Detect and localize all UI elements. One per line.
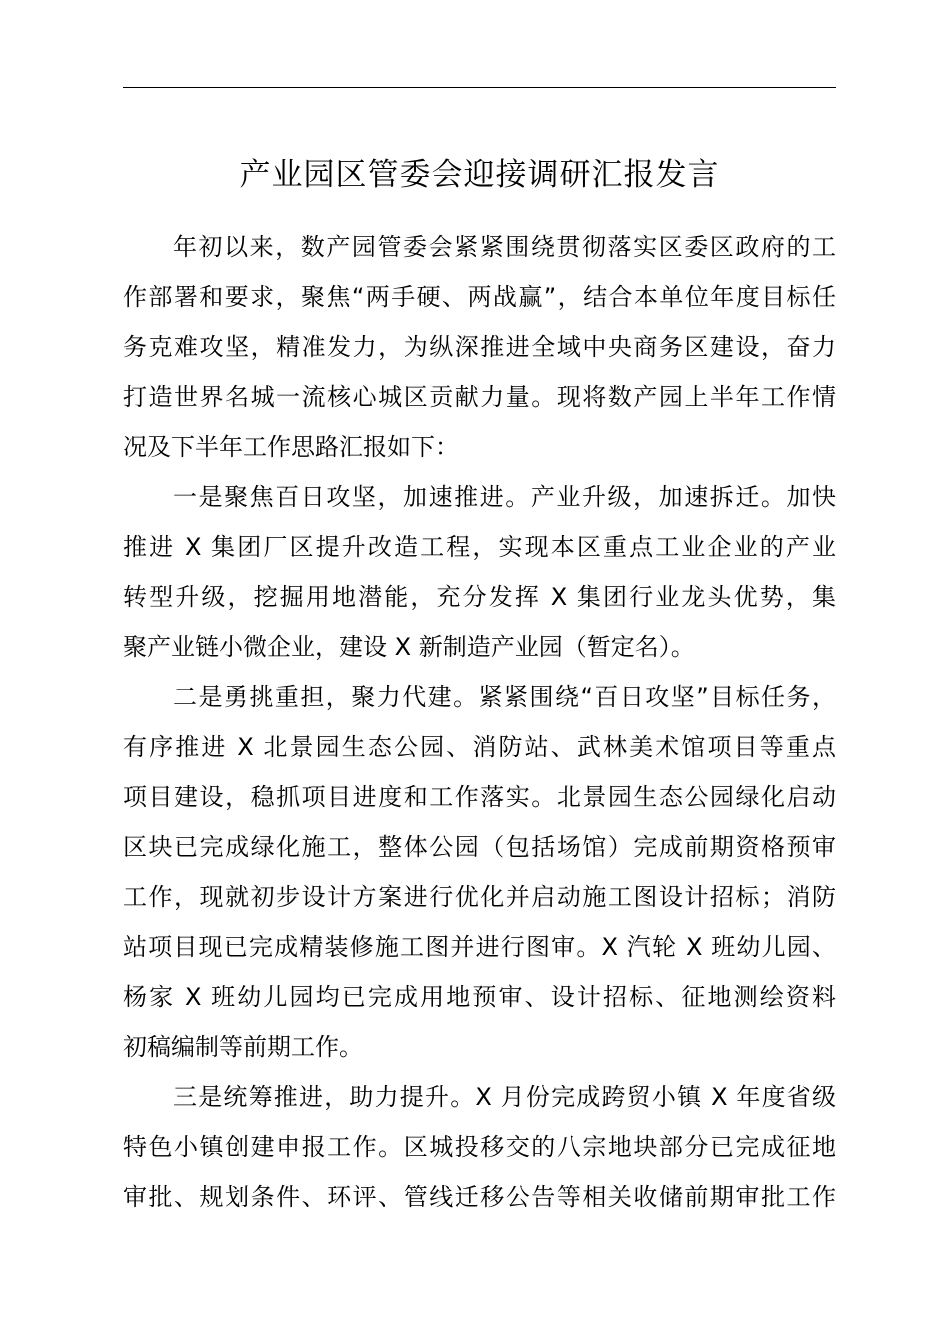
text-line: 工作，现就初步设计方案进行优化并启动施工图设计招标；消防 xyxy=(123,883,836,911)
text-line: 推进 X 集团厂区提升改造工程，实现本区重点工业企业的产业 xyxy=(123,533,836,561)
text-line: 特色小镇创建申报工作。区城投移交的八宗地块部分已完成征地 xyxy=(123,1133,836,1161)
text-line: 有序推进 X 北景园生态公园、消防站、武林美术馆项目等重点 xyxy=(123,733,836,761)
text-line: 聚产业链小微企业，建设 X 新制造产业园（暂定名）。 xyxy=(123,633,695,661)
text-line: 杨家 X 班幼儿园均已完成用地预审、设计招标、征地测绘资料 xyxy=(123,983,836,1011)
text-line: 况及下半年工作思路汇报如下： xyxy=(123,433,459,461)
paragraph xyxy=(123,472,836,672)
paragraph xyxy=(123,672,836,1072)
text-line: 区块已完成绿化施工，整体公园（包括场馆）完成前期资格预审 xyxy=(123,833,836,861)
text-line: 年初以来，数产园管委会紧紧围绕贯彻落实区委区政府的工 xyxy=(173,233,836,261)
document-body xyxy=(123,222,836,1222)
text-line: 三是统筹推进，助力提升。X 月份完成跨贸小镇 X 年度省级 xyxy=(173,1083,836,1111)
text-line: 务克难攻坚，精准发力，为纵深推进全域中央商务区建设，奋力 xyxy=(123,333,836,361)
text-line: 项目建设，稳抓项目进度和工作落实。北景园生态公园绿化启动 xyxy=(123,783,836,811)
document-title: 产业园区管委会迎接调研汇报发言 xyxy=(239,157,720,193)
text-line: 初稿编制等前期工作。 xyxy=(123,1033,363,1061)
text-line: 打造世界名城一流核心城区贡献力量。现将数产园上半年工作情 xyxy=(123,383,836,411)
text-line: 站项目现已完成精装修施工图并进行图审。X 汽轮 X 班幼儿园、 xyxy=(123,933,836,961)
paragraph xyxy=(123,1072,836,1222)
text-line: 二是勇挑重担，聚力代建。紧紧围绕“百日攻坚”目标任务， xyxy=(173,683,836,711)
text-line: 一是聚焦百日攻坚，加速推进。产业升级，加速拆迁。加快 xyxy=(173,483,836,511)
paragraph xyxy=(123,222,836,472)
text-line: 审批、规划条件、环评、管线迁移公告等相关收储前期审批工作 xyxy=(123,1183,836,1211)
text-line: 转型升级，挖掘用地潜能，充分发挥 X 集团行业龙头优势，集 xyxy=(123,583,836,611)
text-line: 作部署和要求，聚焦“两手硬、两战赢”，结合本单位年度目标任 xyxy=(123,283,836,311)
header-rule xyxy=(123,87,836,88)
